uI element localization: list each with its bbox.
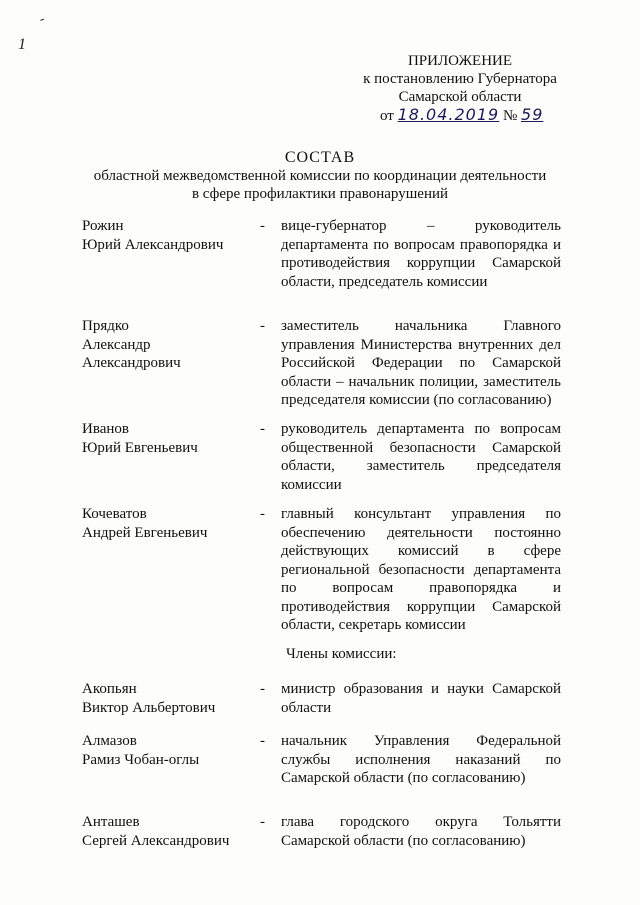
entry-dash: - (260, 318, 265, 334)
entry-role: начальник Управления Федеральной службы исполнения наказаний по Самарской области (по согласованию) (281, 733, 561, 786)
handwritten-date: 18.04.2019 (397, 105, 500, 124)
entry-role: главный консультант управления по обеспечению деятельности постоянно действующих комиссий в сфере региональной безопасности департамента по вопросам правопорядка и противодействия коррупции Самарской области, секретарь комиссии (281, 506, 561, 633)
entry-role: министр образования и науки Самарской области (281, 681, 561, 716)
appendix-block (360, 52, 560, 125)
entry-role: заместитель начальника Главного управления Министерства внутренних дел Российской Федерации по Самарской области – начальник полиции, заместитель председателя комиссии (по согласованию) (281, 318, 561, 408)
entry-given-names: Александр Александрович (82, 336, 181, 371)
entry-role: вице-губернатор – руководитель департамента по вопросам правопорядка и противодействия коррупции Самарской области, председатель комиссии (281, 218, 561, 290)
pen-mark: - (37, 11, 47, 28)
entry-dash: - (260, 814, 265, 830)
entry-dash: - (260, 421, 265, 437)
entry-name (82, 505, 252, 542)
entry-name (82, 732, 252, 769)
entry-dash: - (260, 733, 265, 749)
entry-dash: - (260, 506, 265, 522)
entry-surname: Анташев (82, 814, 140, 830)
entry-dash: - (260, 218, 265, 234)
entry-name (82, 680, 252, 717)
entry-surname: Иванов (82, 421, 129, 437)
appendix-title: ПРИЛОЖЕНИЕ (407, 53, 513, 69)
entry-surname: Рожин (82, 218, 124, 234)
entry-given-names: Андрей Евгеньевич (82, 524, 208, 541)
entry-surname: Акопьян (82, 681, 137, 697)
number-prefix: № (502, 108, 518, 124)
entry-given-names: Юрий Александрович (82, 236, 224, 253)
title-heading: СОСТАВ (284, 149, 356, 166)
handwritten-number: 59 (521, 105, 544, 124)
page-mark: 1 (18, 36, 26, 53)
entry-surname: Прядко (82, 318, 129, 334)
document-title (0, 149, 640, 203)
entry-name (82, 813, 252, 850)
members-label: Члены комиссии: (286, 646, 397, 662)
entry-role: глава городского округа Тольятти Самарской области (по согласованию) (281, 814, 561, 849)
appendix-line3: Самарской области (398, 89, 522, 105)
date-prefix: от (380, 108, 394, 124)
entry-role: руководитель департамента по вопросам общественной безопасности Самарской области, заместитель председателя комиссии (281, 421, 561, 493)
title-subtitle-1: областной межведомственной комиссии по координации деятельности (93, 168, 547, 184)
entry-name (82, 420, 252, 457)
entry-given-names: Рамиз Чобан-оглы (82, 751, 200, 768)
entry-surname: Алмазов (82, 733, 137, 749)
entry-given-names: Сергей Александрович (82, 832, 230, 849)
appendix-line2: к постановлению Губернатора (363, 71, 557, 87)
entry-given-names: Юрий Евгеньевич (82, 439, 198, 456)
entry-given-names: Виктор Альбертович (82, 699, 216, 716)
entry-surname: Кочеватов (82, 506, 147, 522)
entry-dash: - (260, 681, 265, 697)
title-subtitle-2: в сфере профилактики правонарушений (191, 186, 449, 202)
appendix-date-line (360, 106, 560, 125)
entry-name (82, 317, 252, 373)
entry-name (82, 217, 252, 254)
